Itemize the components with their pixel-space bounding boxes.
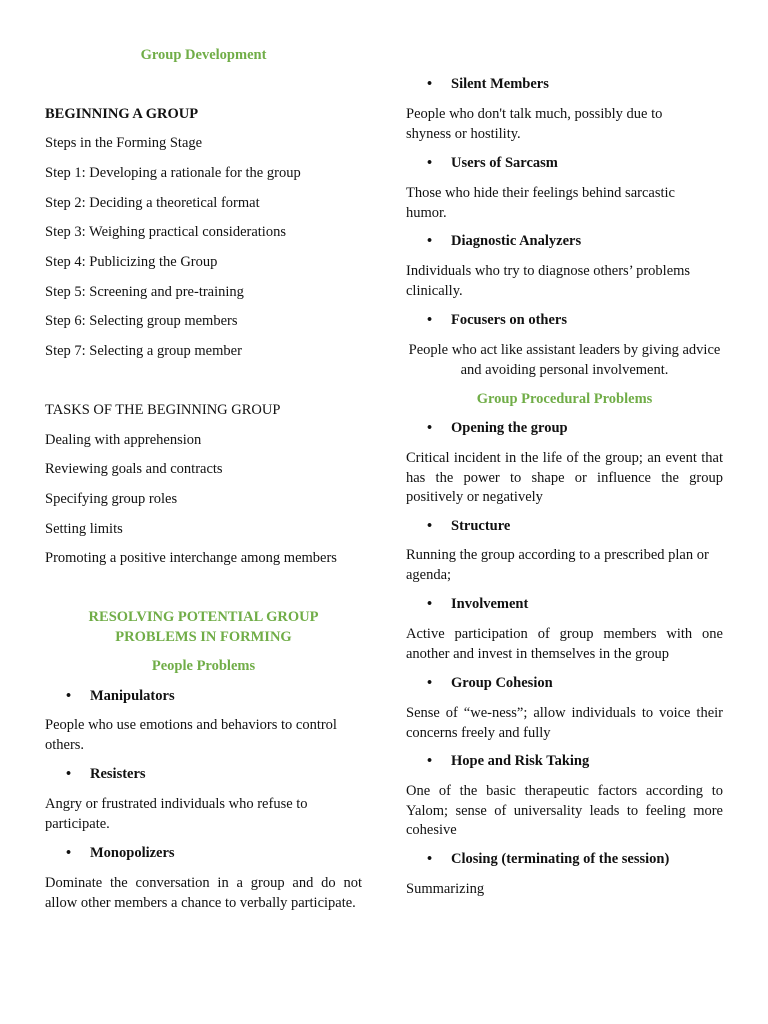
bullet-term: Resisters [90,766,146,782]
bullet-description: Sense of “we-ness”; allow individuals to voice their concerns freely and fully [406,705,723,741]
bullet-description: People who don't talk much, possibly due to shyness or hostility. [406,106,663,142]
bullet-description: Dominate the conversation in a group and do not allow other members a chance to verbally participate. [45,875,362,911]
people-problems-heading: People Problems [151,658,256,674]
bullet-description: Individuals who try to diagnose others’ problems clinically. [406,263,691,299]
task-item: Promoting a positive interchange among members [45,550,337,566]
bullet-term: Hope and Risk Taking [451,753,590,769]
bullet-description: Running the group according to a prescribed plan or agenda; [406,547,709,583]
bullet-item [406,154,723,174]
bullet-dot: • [427,233,433,249]
procedural-problems-heading: Group Procedural Problems [476,391,653,407]
step-item: Step 6: Selecting group members [45,313,238,329]
bullet-term: Closing (terminating of the session) [451,851,670,867]
task-item: Specifying group roles [45,491,178,507]
document-title: Group Development [140,47,267,63]
step-item: Step 2: Deciding a theoretical format [45,195,260,211]
bullet-item [406,674,723,694]
task-item: Setting limits [45,521,123,537]
bullet-term: Diagnostic Analyzers [451,233,582,249]
bullet-dot: • [427,312,433,328]
bullet-dot: • [427,675,433,691]
bullet-term: Structure [451,518,511,534]
task-item: Dealing with apprehension [45,432,202,448]
bullet-dot: • [66,845,72,861]
bullet-dot: • [427,518,433,534]
beginning-group-heading: BEGINNING A GROUP [45,106,199,122]
bullet-item [406,517,723,537]
bullet-term: Silent Members [451,76,549,92]
bullet-dot: • [427,851,433,867]
bullet-dot: • [66,688,72,704]
bullet-item [406,419,723,439]
step-item: Step 5: Screening and pre-training [45,284,244,300]
bullet-term: Group Cohesion [451,675,553,691]
bullet-description: Those who hide their feelings behind sarcastic humor. [406,185,675,221]
bullet-dot: • [427,155,433,171]
bullet-term: Involvement [451,596,529,612]
bullet-item [406,232,723,252]
bullet-item [406,595,723,615]
bullet-description: Active participation of group members with one another and invest in themselves in the group [406,626,723,662]
bullet-dot: • [427,596,433,612]
bullet-term: Users of Sarcasm [451,155,558,171]
step-item: Step 7: Selecting a group member [45,343,242,359]
bullet-item [406,752,723,772]
bullet-dot: • [66,766,72,782]
bullet-term: Opening the group [451,420,568,436]
resolving-heading-line1: RESOLVING POTENTIAL GROUP [88,609,319,625]
bullet-item [45,844,362,864]
bullet-item [406,850,723,870]
step-item: Step 3: Weighing practical considerations [45,224,286,240]
forming-stage-label: Steps in the Forming Stage [45,135,203,151]
bullet-item [406,75,723,95]
bullet-term: Monopolizers [90,845,175,861]
resolving-heading [45,608,362,647]
bullet-description: Angry or frustrated individuals who refuse to participate. [45,796,308,832]
tasks-heading: TASKS OF THE BEGINNING GROUP [45,402,281,418]
bullet-term: Focusers on others [451,312,567,328]
bullet-item [45,687,362,707]
bullet-term: Manipulators [90,688,175,704]
step-item: Step 4: Publicizing the Group [45,254,218,270]
bullet-item [45,765,362,785]
bullet-description: One of the basic therapeutic factors according to Yalom; sense of universality leads to feeling more cohesive [406,783,723,838]
bullet-description: People who act like assistant leaders by giving advice and avoiding personal involvement. [408,342,721,378]
bullet-dot: • [427,76,433,92]
step-item: Step 1: Developing a rationale for the group [45,165,301,181]
bullet-dot: • [427,753,433,769]
task-item: Reviewing goals and contracts [45,461,223,477]
bullet-item [406,311,723,331]
bullet-description: Summarizing [406,881,485,897]
bullet-description: People who use emotions and behaviors to control others. [45,717,337,753]
bullet-dot: • [427,420,433,436]
resolving-heading-line2: PROBLEMS IN FORMING [115,628,292,645]
bullet-description: Critical incident in the life of the group; an event that has the power to shape or influence the group positively or negatively [406,450,723,505]
